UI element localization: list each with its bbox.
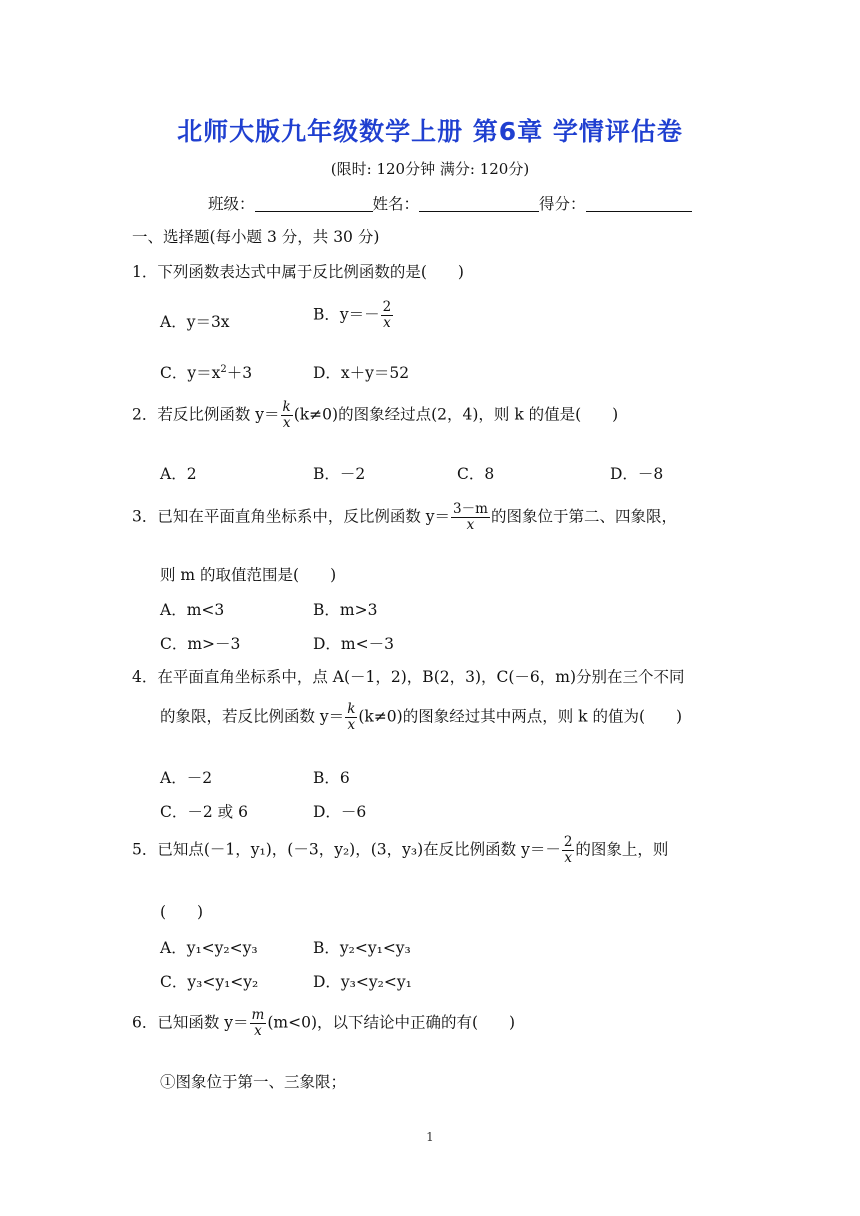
q4-option-c: C．－2 或 6 — [160, 803, 248, 821]
question-3-stem: 3．已知在平面直角坐标系中，反比例函数 y＝ $\frac{3-m}{x}$ 的图象位于第二、四象限， — [132, 501, 677, 533]
q4-option-d: D．－6 — [313, 803, 367, 821]
question-3-line2: 则 m 的取值范围是( ) — [160, 566, 337, 584]
question-5-line2: ( ) — [160, 903, 204, 921]
question-4-line2: 的象限，若反比例函数 y＝ $\frac{k}{x}$ (k≠0)的图象经过其中两点，则 k 的值为( ) — [160, 701, 683, 733]
class-label: 班级： — [208, 195, 255, 213]
class-blank[interactable] — [255, 195, 373, 212]
q5-option-c: C．y₃<y₁<y₂ — [160, 973, 259, 991]
q2-fraction: $\frac{k}{x}$ — [282, 399, 291, 431]
q5-fraction: $\frac{2}{x}$ — [563, 834, 573, 866]
q3-option-b: B．m>3 — [313, 601, 378, 619]
q1-option-a: A．y＝3x — [160, 313, 230, 331]
student-info-row — [208, 192, 692, 214]
q5-option-b: B．y₂<y₁<y₃ — [313, 939, 411, 957]
q4-option-a: A．－2 — [160, 769, 213, 787]
score-blank[interactable] — [586, 195, 692, 212]
score-label: 得分： — [539, 195, 586, 213]
q6-statement-1: ①图象位于第一、三象限； — [160, 1073, 347, 1091]
name-label: 姓名： — [372, 195, 420, 213]
q4-fraction: $\frac{k}{x}$ — [347, 701, 356, 733]
q5-option-d: D．y₃<y₂<y₁ — [313, 973, 412, 991]
q1-option-b: B．y＝－ $\frac{2}{x}$ — [313, 299, 392, 331]
question-2-stem: 2．若反比例函数 y＝ $\frac{k}{x}$ (k≠0)的图象经过点(2，4)，则 k 的值是( ) — [132, 399, 619, 431]
q2-option-c: C．8 — [457, 465, 495, 483]
question-1-stem: 1．下列函数表达式中属于反比例函数的是( ) — [132, 263, 464, 281]
section-heading: 一、选择题(每小题 3 分，共 30 分) — [132, 228, 380, 246]
time-score-limit: (限时: 120分钟 满分: 120分) — [330, 160, 530, 178]
q2-option-d: D．－8 — [610, 465, 664, 483]
q2-option-b: B．－2 — [313, 465, 366, 483]
q3-option-d: D．m<－3 — [313, 635, 394, 653]
q3-option-c: C．m>－3 — [160, 635, 241, 653]
q1-option-d: D．x＋y＝52 — [313, 364, 410, 382]
q3-fraction: $\frac{3-m}{x}$ — [453, 501, 488, 533]
question-5-stem: 5．已知点(－1，y₁)，(－3，y₂)，(3，y₃)在反比例函数 y＝－ $\frac{2}{x}$ 的图象上，则 — [132, 834, 669, 866]
question-6-stem: 6．已知函数 y＝ $\frac{m}{x}$ (m<0)，以下结论中正确的有( ) — [132, 1007, 516, 1039]
question-4-line1: 4．在平面直角坐标系中，点 A(－1，2)，B(2，3)，C(－6，m)分别在三个不同 — [132, 668, 685, 686]
q2-option-a: A．2 — [160, 465, 197, 483]
name-blank[interactable] — [419, 195, 539, 212]
page-number: 1 — [426, 1130, 434, 1144]
page-title: 北师大版九年级数学上册 第6章 学情评估卷 — [177, 117, 683, 146]
q4-option-b: B．6 — [313, 769, 350, 787]
q5-option-a: A．y₁<y₂<y₃ — [160, 939, 258, 957]
q3-option-a: A．m<3 — [160, 601, 225, 619]
q1-option-c: C．$y=x^2+3$ — [160, 364, 253, 382]
q6-fraction: $\frac{m}{x}$ — [251, 1007, 265, 1039]
q1-b-fraction: $\frac{2}{x}$ — [382, 299, 392, 331]
